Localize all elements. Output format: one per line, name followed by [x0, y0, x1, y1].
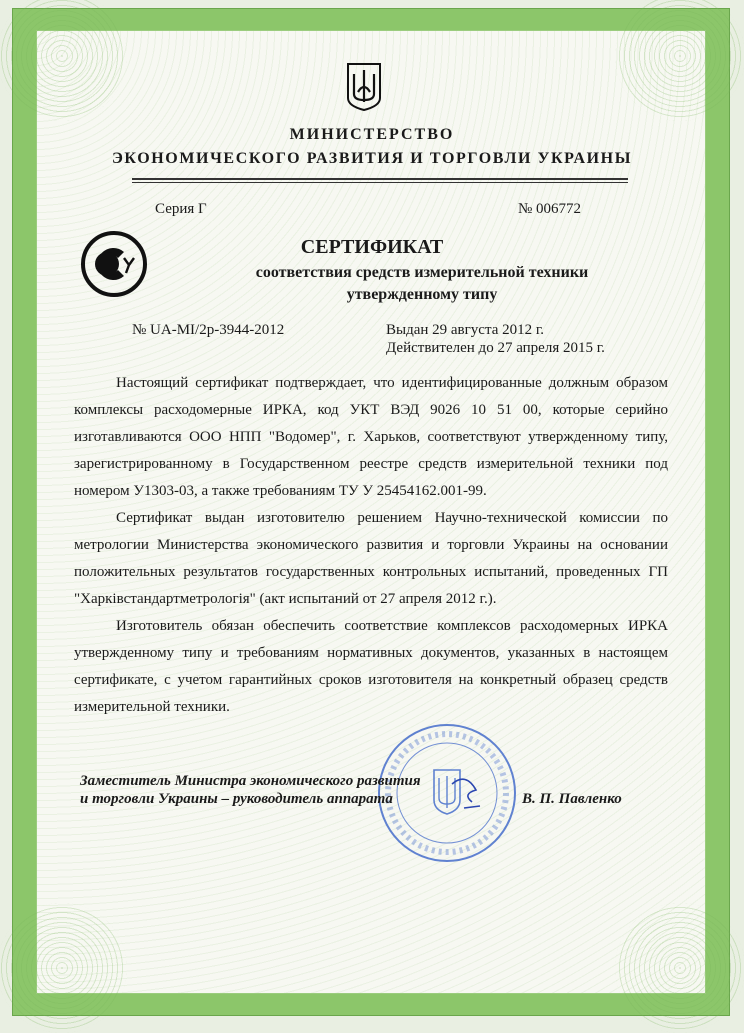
header-divider	[132, 178, 628, 183]
certificate-subtitle-line2: утвержденному типу	[346, 286, 498, 303]
guilloche-corner	[0, 0, 127, 121]
signatory-position-line2: и торговли Украины – руководитель аппарата	[80, 791, 393, 807]
body-paragraph: Настоящий сертификат подтверждает, что идентифицированные должным образом комплексы расходомерные ИРКА, код УКТ ВЭД 9026 10 51 00, которые серийно изготавливаются ООО НПП "Водомер", г. Харьков, соответствуют утвержденному типу, зарегистрированному в Государственном реестре средств измерительной техники под номером У1303-03, а также требованиям ТУ У 25454162.001-99.	[74, 375, 668, 499]
coat-of-arms-trident-icon	[346, 62, 382, 112]
certificate-subtitle-line1: соответствия средств измерительной техники	[255, 264, 589, 281]
official-seal-stamp	[376, 722, 518, 864]
guilloche-corner	[0, 903, 127, 1033]
guilloche-corner	[615, 0, 744, 121]
series: Серия Г	[155, 201, 207, 217]
signatory-position-line1: Заместитель Министра экономического развития	[80, 773, 421, 789]
valid-until: Действителен до 27 апреля 2015 г.	[386, 340, 605, 356]
certificate-title: СЕРТИФИКАТ	[300, 236, 444, 258]
registration-number: № UA-MI/2р-3944-2012	[132, 322, 285, 338]
certificate-number: № 006772	[518, 201, 582, 217]
certificate-body	[74, 370, 668, 721]
ministry-line2: ЭКОНОМИЧЕСКОГО РАЗВИТИЯ И ТОРГОВЛИ УКРАИНЫ	[111, 150, 633, 167]
body-paragraph: Сертификат выдан изготовителю решением Научно-технической комиссии по метрологии Министерства экономического развития и торговли Украины на основании положительных результатов государственных контрольных испытаний, проведенных ГП "Харківстандартметрологія" (акт испытаний от 27 апреля 2012 г.).	[74, 510, 668, 607]
ministry-line1: МИНИСТЕРСТВО	[289, 126, 455, 143]
signatory-name: В. П. Павленко	[522, 791, 622, 807]
guilloche-corner	[615, 903, 744, 1033]
issue-date: Выдан 29 августа 2012 г.	[386, 322, 545, 338]
body-paragraph: Изготовитель обязан обеспечить соответствие комплексов расходомерных ИРКА утвержденному типу и требованиям нормативных документов, указанных в настоящем сертификате, с учетом гарантийных сроков изготовителя на конкретный образец средств измерительной техники.	[74, 618, 668, 715]
